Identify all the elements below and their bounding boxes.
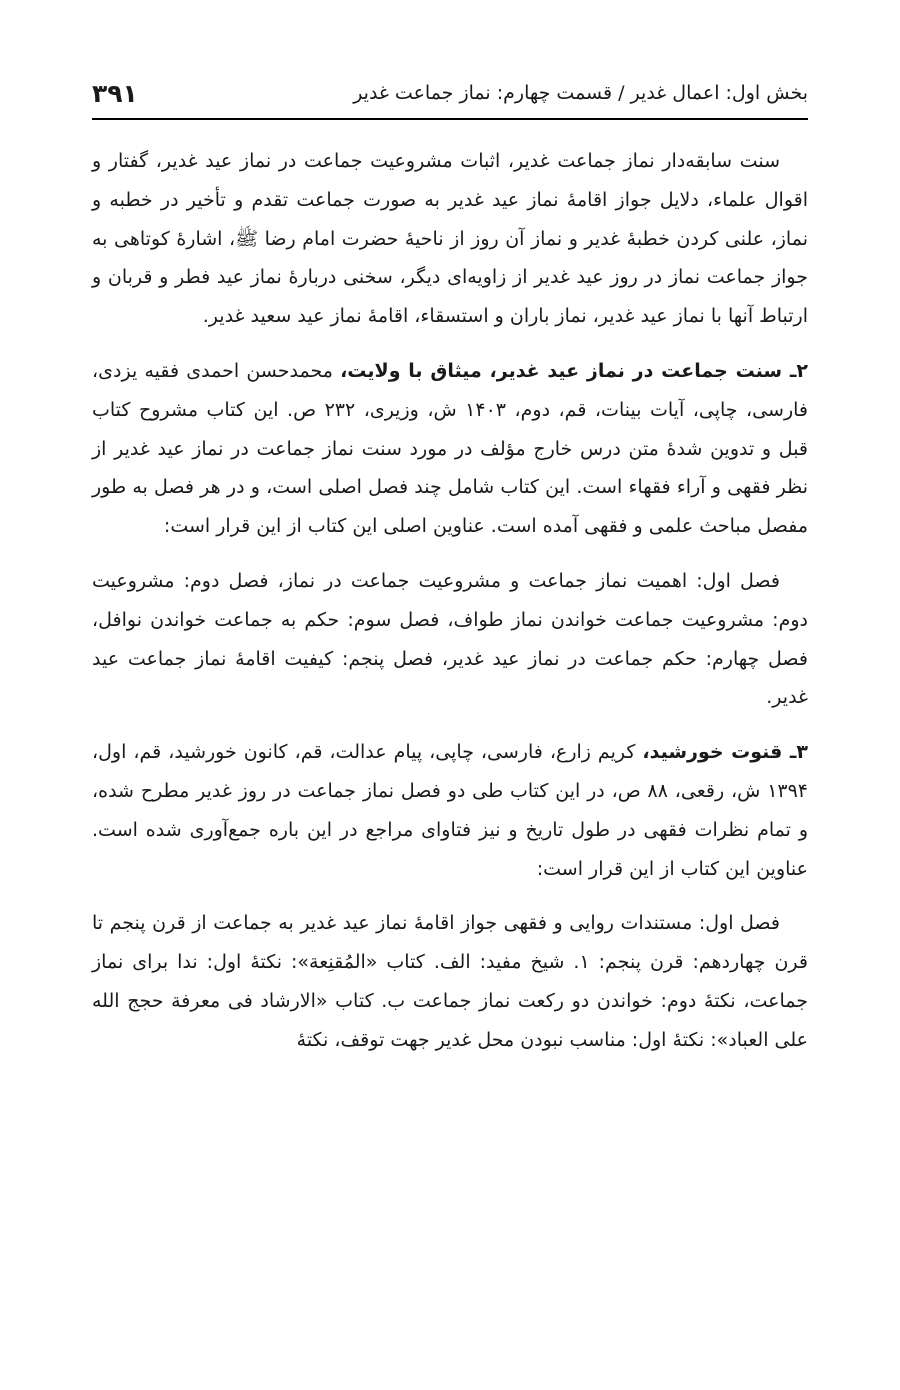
page-body bbox=[92, 142, 808, 1076]
book-description-3: کریم زارع، فارسی، چاپی، پیام عدالت، قم، کانون خورشید، قم، اول، ۱۳۹۴ ش، رقعی، ۸۸ ص، در این کتاب طی دو فصل نماز جماعت در روز غدیر مطرح شده، و تمام نظرات فقهی در طول تاریخ و نیز فتاوای مراجع در این باره جمع‌آوری شده است. عناوین این کتاب از این قرار است: bbox=[92, 741, 809, 880]
page-number: ۳۹۱ bbox=[92, 78, 138, 108]
book-entry-2 bbox=[92, 352, 808, 546]
running-title: بخش اول: اعمال غدیر / قسمت چهارم: نماز جماعت غدیر bbox=[353, 82, 808, 104]
book-description-2: محمدحسن احمدی فقیه یزدی، فارسی، چاپی، آیات بینات، قم، دوم، ۱۴۰۳ ش، وزیری، ۲۳۲ ص. این کتاب مشروح کتاب قبل و تدوین شدهٔ متن درس خارج مؤلف در مورد سنت نماز جماعت در نماز عید غدیر از نظر فقهی و آراء فقهاء است. این کتاب شامل چند فصل اصلی است، و در هر فصل به طور مفصل مباحث علمی و فقهی آمده است. عناوین اصلی این کتاب از این قرار است: bbox=[92, 359, 808, 538]
header-rule bbox=[92, 118, 808, 120]
book-title-2: ۲ـ سنت جماعت در نماز عید غدیر، میثاق با ولایت، bbox=[340, 359, 809, 382]
chapter-list-2: فصل اول: اهمیت نماز جماعت و مشروعیت جماعت در نماز، فصل دوم: مشروعیت دوم: مشروعیت جماعت خواندن نماز طواف، فصل سوم: حکم به جماعت خواندن نوافل، فصل چهارم: حکم جماعت در نماز عید غدیر، فصل پنجم: کیفیت اقامهٔ نماز جماعت عید غدیر. bbox=[92, 569, 808, 709]
book-title-3: ۳ـ قنوت خورشید، bbox=[642, 741, 808, 764]
chapter-list-3: فصل اول: مستندات روایی و فقهی جواز اقامهٔ نماز عید غدیر به جماعت از قرن پنجم تا قرن چهاردهم: قرن پنجم: ۱. شیخ مفید: الف. کتاب «المُقنِعة»: نکتهٔ اول: ندا برای نماز جماعت، نکتهٔ دوم: خواندن دو رکعت نماز جماعت ب. کتاب «الارشاد فی معرفة حجج الله علی العباد»: نکتهٔ اول: مناسب نبودن محل غدیر جهت توقف، نکتهٔ bbox=[92, 912, 808, 1051]
book-entry-3 bbox=[92, 733, 808, 888]
paragraph-summary: سنت سابقه‌دار نماز جماعت غدیر، اثبات مشروعیت جماعت در نماز عید غدیر، گفتار و اقوال علماء، دلایل جواز اقامهٔ نماز عید غدیر به صورت جماعت تقدم و تأخیر در خطبه و نماز، علنی کردن خطبهٔ غدیر و نماز آن روز از ناحیهٔ حضرت امام رضا ﷺ، اشارهٔ کوتاهی به جواز جماعت نماز در روز عید غدیر از زاویه‌ای دیگر، سخنی دربارهٔ نماز عید فطر و قربان و ارتباط آنها با نماز عید غدیر، نماز باران و استسقاء، اقامهٔ نماز عید سعید غدیر. bbox=[92, 150, 808, 328]
page-header bbox=[92, 72, 808, 114]
